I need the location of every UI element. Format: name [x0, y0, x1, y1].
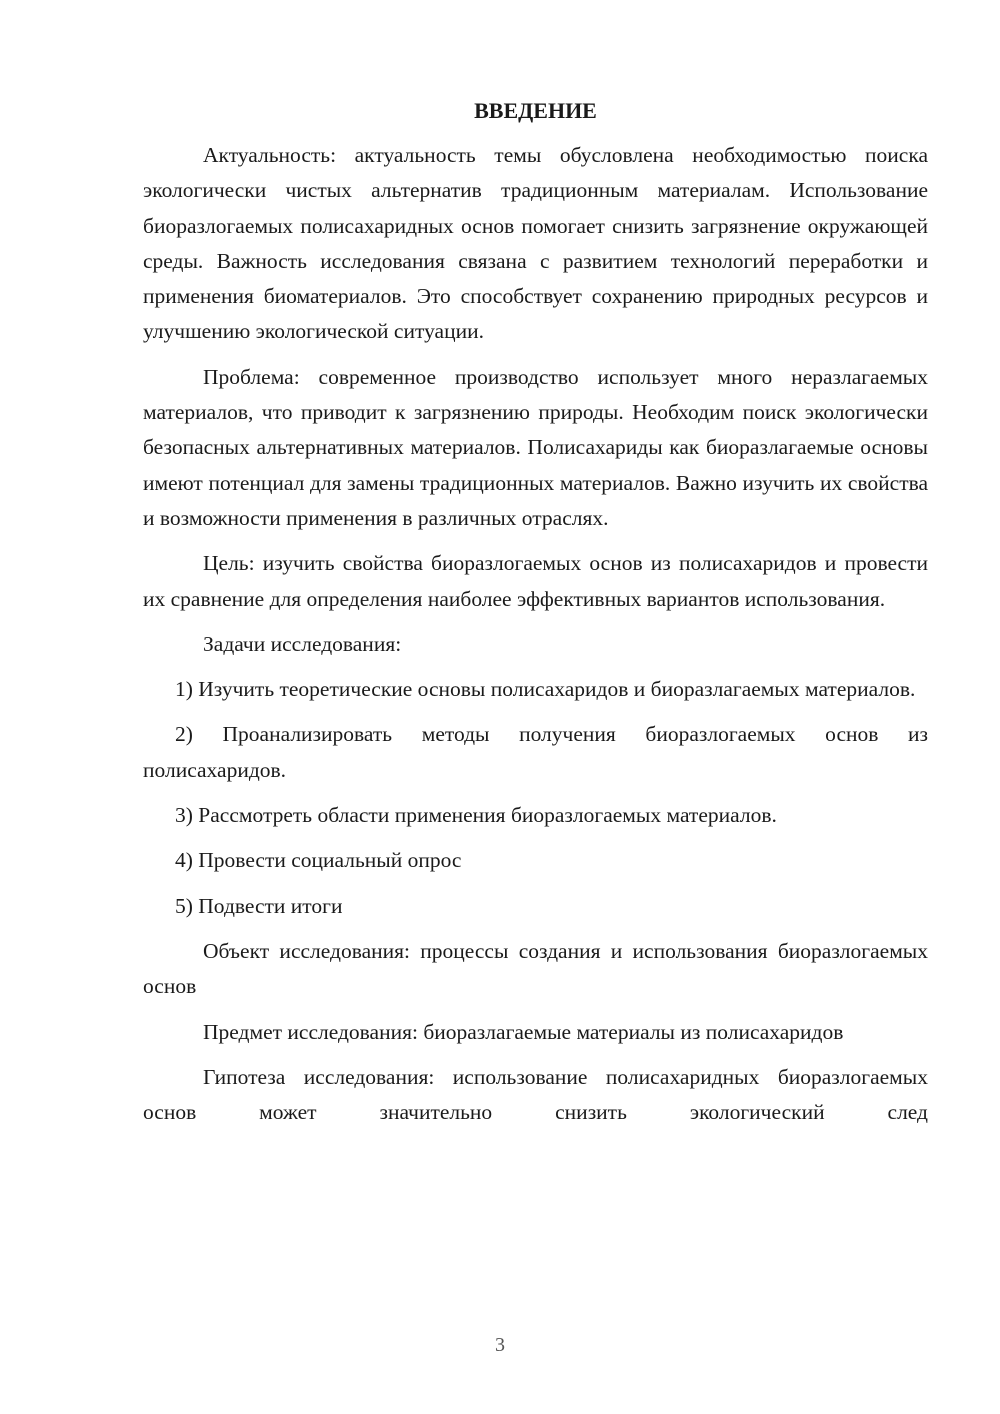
task-item-4: 4) Провести социальный опрос: [175, 848, 462, 873]
tasks-heading: Задачи исследования:: [203, 631, 402, 656]
task-item-3: 3) Рассмотреть области применения биоразлогаемых материалов.: [175, 803, 777, 828]
paragraph-relevance: Актуальность: актуальность темы обусловлена необходимостью поиска экологически чистых альтернатив традиционным материалам. Использование биоразлогаемых полисахаридных основ помогает снизить загрязнение окружающей среды. Важность исследования связана с развитием технологий переработки и применения биоматериалов. Это способствует сохранению природных ресурсов и улучшению экологической ситуации.: [143, 143, 928, 344]
paragraph-hypothesis: Гипотеза исследования: использование полисахаридных биоразлогаемых основ может значительно снизить экологический след: [143, 1064, 928, 1125]
paragraph-object: Объект исследования: процессы создания и использования биоразлогаемых основ: [143, 938, 928, 999]
task-item-1: 1) Изучить теоретические основы полисахаридов и биоразлагаемых материалов.: [175, 677, 916, 702]
paragraph-problem: Проблема: современное производство использует много неразлагаемых материалов, что приводит к загрязнению природы. Необходим поиск экологически безопасных альтернативных материалов. Полисахариды как биоразлагаемые основы имеют потенциал для замены традиционных материалов. Важно изучить их свойства и возможности применения в различных отраслях.: [143, 364, 928, 530]
document-page: [143, 96, 928, 1140]
section-title: ВВЕДЕНИЕ: [474, 98, 597, 123]
paragraph-goal: Цель: изучить свойства биоразлогаемых основ из полисахаридов и провести их сравнение для определения наиболее эффективных вариантов использования.: [143, 551, 928, 611]
paragraph-subject: Предмет исследования: биоразлагаемые материалы из полисахаридов: [203, 1019, 844, 1044]
task-item-5: 5) Подвести итоги: [175, 893, 343, 918]
page-number: 3: [495, 1334, 505, 1356]
task-item-2: 2) Проанализировать методы получения биоразлогаемых основ из полисахаридов.: [143, 722, 928, 782]
